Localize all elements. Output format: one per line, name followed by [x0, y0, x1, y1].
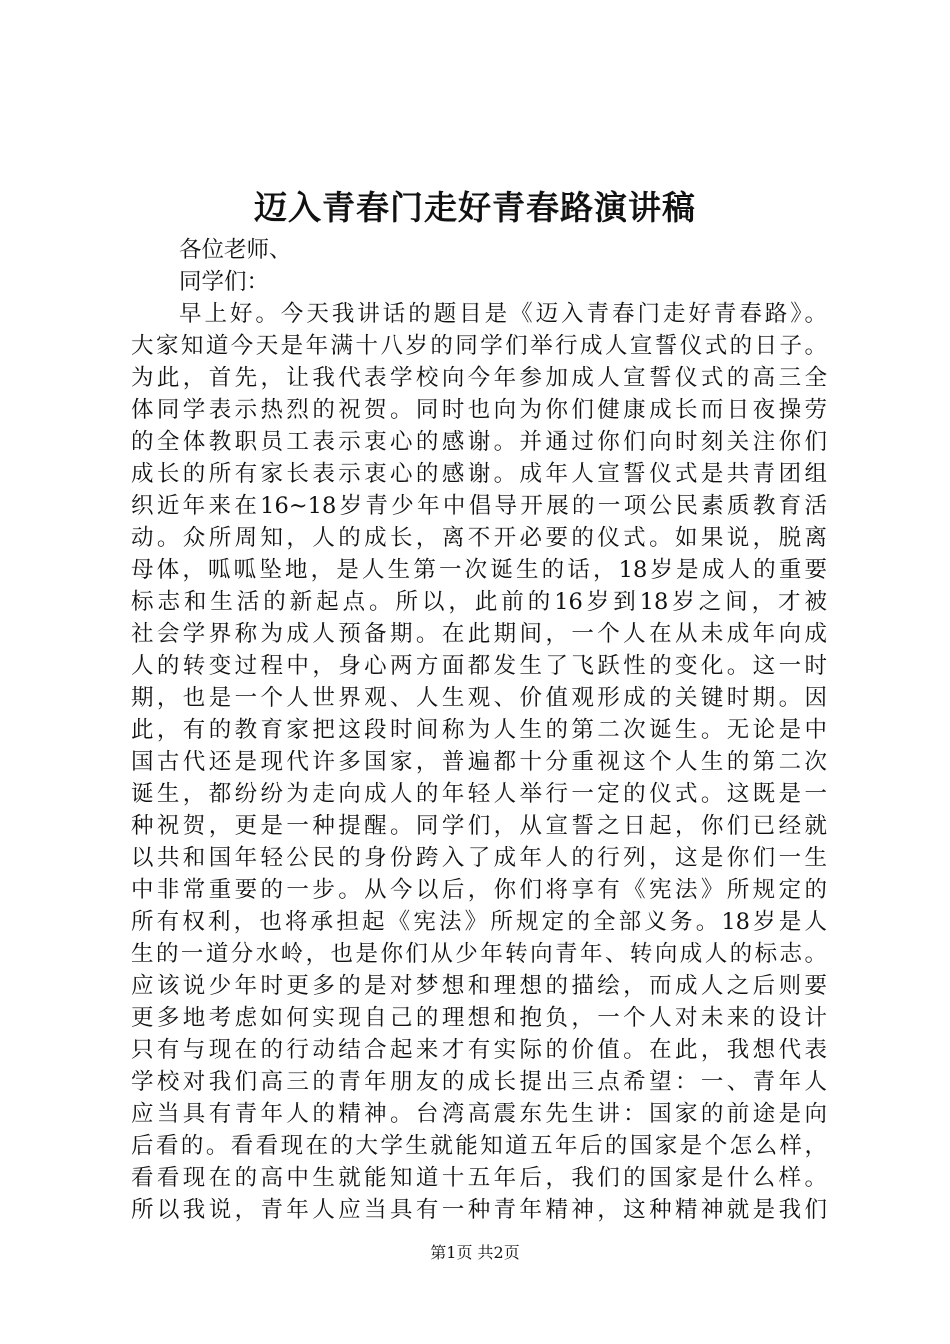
body-line: 诞生，都纷纷为走向成人的年轻人举行一定的仪式。这既是一	[131, 781, 827, 807]
body-line: 的全体教职员工表示衷心的感谢。并通过你们向时刻关注你们	[131, 429, 827, 455]
body-line: 后看的。看看现在的大学生就能知道五年后的国家是个怎么样，	[131, 1133, 827, 1159]
body-line: 应当具有青年人的精神。台湾高震东先生讲：国家的前途是向	[131, 1101, 827, 1127]
body-line: 标志和生活的新起点。所以，此前的16岁到18岁之间，才被	[131, 589, 827, 615]
body-line: 所有权利，也将承担起《宪法》所规定的全部义务。18岁是人	[131, 909, 827, 935]
document-title: 迈入青春门走好青春路演讲稿	[254, 188, 696, 227]
body-line: 只有与现在的行动结合起来才有实际的价值。在此，我想代表	[131, 1037, 827, 1063]
body-line: 早上好。今天我讲话的题目是《迈入青春门走好青春路》。	[179, 301, 827, 327]
body-line: 人的转变过程中，身心两方面都发生了飞跃性的变化。这一时	[131, 653, 827, 679]
body-line: 社会学界称为成人预备期。在此期间，一个人在从未成年向成	[131, 621, 827, 647]
body-line: 更多地考虑如何实现自己的理想和抱负，一个人对未来的设计	[131, 1005, 827, 1031]
body-line: 母体，呱呱坠地，是人生第一次诞生的话，18岁是成人的重要	[131, 557, 827, 583]
salutation-teachers: 各位老师、	[179, 237, 292, 263]
body-line: 动。众所周知，人的成长，离不开必要的仪式。如果说，脱离	[131, 525, 827, 551]
body-line: 应该说少年时更多的是对梦想和理想的描绘，而成人之后则要	[131, 973, 827, 999]
salutation-students: 同学们：	[179, 269, 270, 295]
body-line: 所以我说，青年人应当具有一种青年精神，这种精神就是我们	[131, 1197, 827, 1223]
body-line: 体同学表示热烈的祝贺。同时也向为你们健康成长而日夜操劳	[131, 397, 827, 423]
body-line: 中非常重要的一步。从今以后，你们将享有《宪法》所规定的	[131, 877, 827, 903]
body-line: 看看现在的高中生就能知道十五年后，我们的国家是什么样。	[131, 1165, 827, 1191]
body-line: 学校对我们高三的青年朋友的成长提出三点希望：一、青年人	[131, 1069, 827, 1095]
body-line: 种祝贺，更是一种提醒。同学们，从宣誓之日起，你们已经就	[131, 813, 827, 839]
body-line: 此，有的教育家把这段时间称为人生的第二次诞生。无论是中	[131, 717, 827, 743]
page-number-footer: 第1页 共2页	[430, 1243, 520, 1262]
body-line: 国古代还是现代许多国家，普遍都十分重视这个人生的第二次	[131, 749, 827, 775]
document-body	[131, 234, 827, 1226]
body-line: 为此，首先，让我代表学校向今年参加成人宣誓仪式的高三全	[131, 365, 827, 391]
body-line: 以共和国年轻公民的身份跨入了成年人的行列，这是你们一生	[131, 845, 827, 871]
body-line: 大家知道今天是年满十八岁的同学们举行成人宣誓仪式的日子。	[131, 333, 827, 359]
body-line: 期，也是一个人世界观、人生观、价值观形成的关键时期。因	[131, 685, 827, 711]
body-line: 成长的所有家长表示衷心的感谢。成年人宣誓仪式是共青团组	[131, 461, 827, 487]
body-line: 织近年来在16~18岁青少年中倡导开展的一项公民素质教育活	[131, 493, 827, 519]
body-line: 生的一道分水岭，也是你们从少年转向青年、转向成人的标志。	[131, 941, 827, 967]
